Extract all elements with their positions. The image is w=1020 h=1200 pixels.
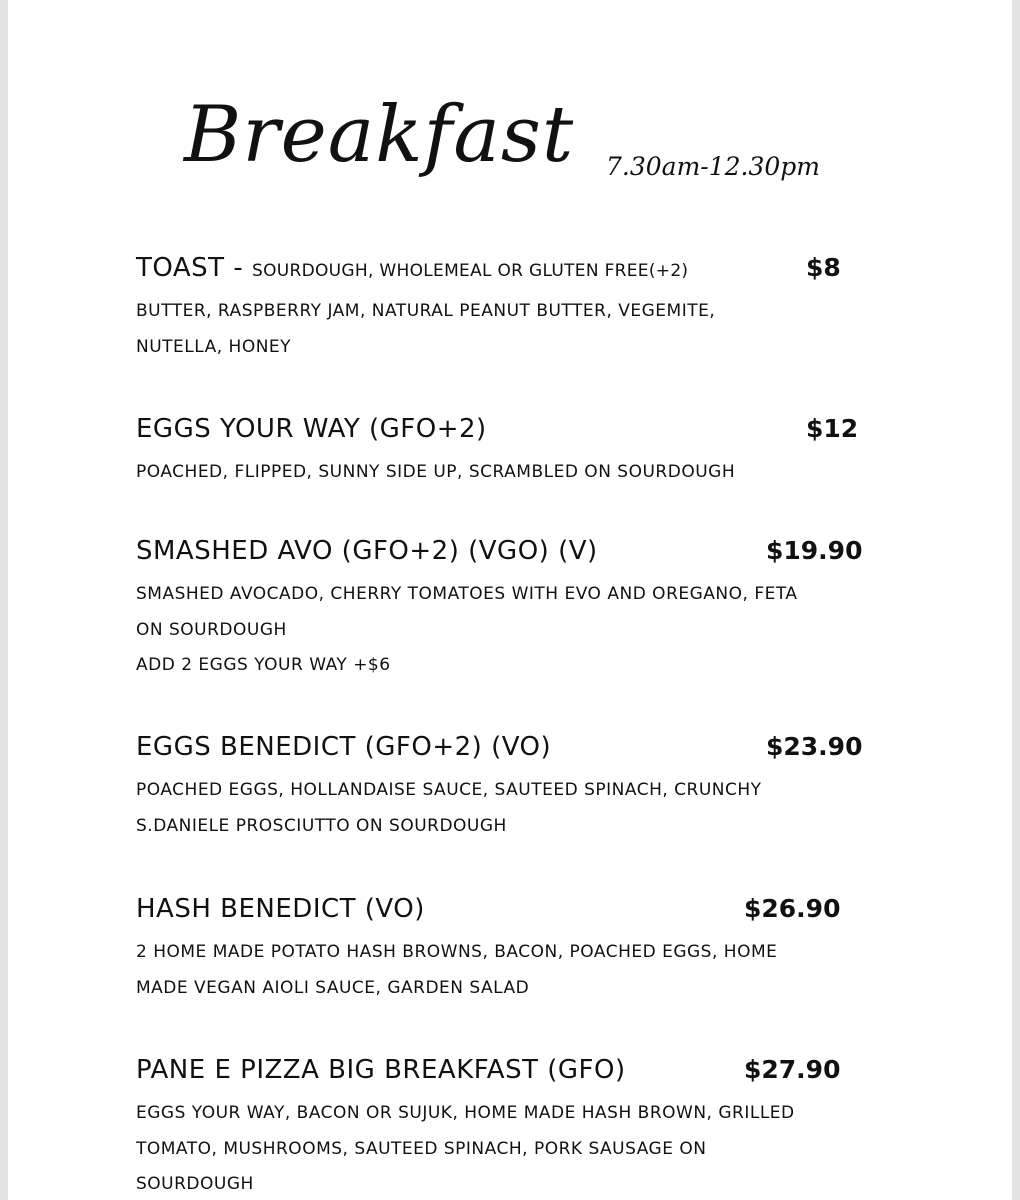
description-line: SMASHED AVOCADO, CHERRY TOMATOES WITH EVO AND OREGANO, FETA	[136, 584, 798, 604]
menu-item-smashed-avo	[136, 533, 896, 684]
item-description	[136, 455, 896, 491]
description-line: NUTELLA, HONEY	[136, 336, 292, 357]
menu-title: Breakfast	[184, 90, 575, 180]
description-line: MADE VEGAN AIOLI SAUCE, GARDEN SALAD	[136, 977, 530, 998]
description-line: TOMATO, MUSHROOMS, SAUTEED SPINACH, PORK SAUSAGE ON	[136, 1138, 707, 1159]
item-price: $27.90	[744, 1055, 841, 1084]
item-description	[136, 294, 896, 365]
item-description	[136, 935, 896, 1006]
description-line: EGGS YOUR WAY, BACON OR SUJUK, HOME MADE HASH BROWN, GRILLED	[136, 1103, 795, 1123]
item-description	[136, 1096, 896, 1200]
item-description	[136, 577, 896, 684]
item-price: $19.90	[766, 536, 863, 565]
item-name: HASH BENEDICT (VO)	[136, 894, 425, 924]
menu-item-hash-benedict	[136, 891, 896, 1006]
item-price: $12	[806, 414, 859, 443]
description-line: POACHED, FLIPPED, SUNNY SIDE UP, SCRAMBLED ON SOURDOUGH	[136, 462, 736, 482]
item-price: $23.90	[766, 732, 863, 761]
description-line: 2 HOME MADE POTATO HASH BROWNS, BACON, POACHED EGGS, HOME	[136, 942, 778, 962]
item-subtitle: SOURDOUGH, WHOLEMEAL OR GLUTEN FREE(+2)	[251, 261, 689, 281]
item-description	[136, 773, 896, 844]
description-line: SOURDOUGH	[136, 1174, 254, 1194]
description-line: ADD 2 EGGS YOUR WAY +$6	[136, 655, 391, 675]
item-name: PANE E PIZZA BIG BREAKFAST (GFO)	[136, 1055, 626, 1085]
item-name: EGGS BENEDICT (GFO+2) (VO)	[136, 732, 552, 762]
description-line: ON SOURDOUGH	[136, 619, 287, 640]
description-line: BUTTER, RASPBERRY JAM, NATURAL PEANUT BUTTER, VEGEMITE,	[136, 301, 716, 321]
item-price: $26.90	[744, 894, 841, 923]
menu-hours: 7.30am-12.30pm	[606, 152, 821, 181]
item-name: EGGS YOUR WAY (GFO+2)	[136, 414, 487, 444]
description-line: POACHED EGGS, HOLLANDAISE SAUCE, SAUTEED SPINACH, CRUNCHY	[136, 780, 762, 800]
menu-item-eggs-your-way	[136, 411, 896, 491]
menu-item-eggs-benedict	[136, 729, 896, 844]
item-name: TOAST -	[136, 253, 252, 283]
menu-item-toast	[136, 250, 896, 365]
menu-item-big-breakfast	[136, 1052, 896, 1200]
item-name: SMASHED AVO (GFO+2) (VGO) (V)	[136, 536, 598, 566]
description-line: S.DANIELE PROSCIUTTO ON SOURDOUGH	[136, 815, 507, 836]
item-price: $8	[806, 253, 841, 282]
